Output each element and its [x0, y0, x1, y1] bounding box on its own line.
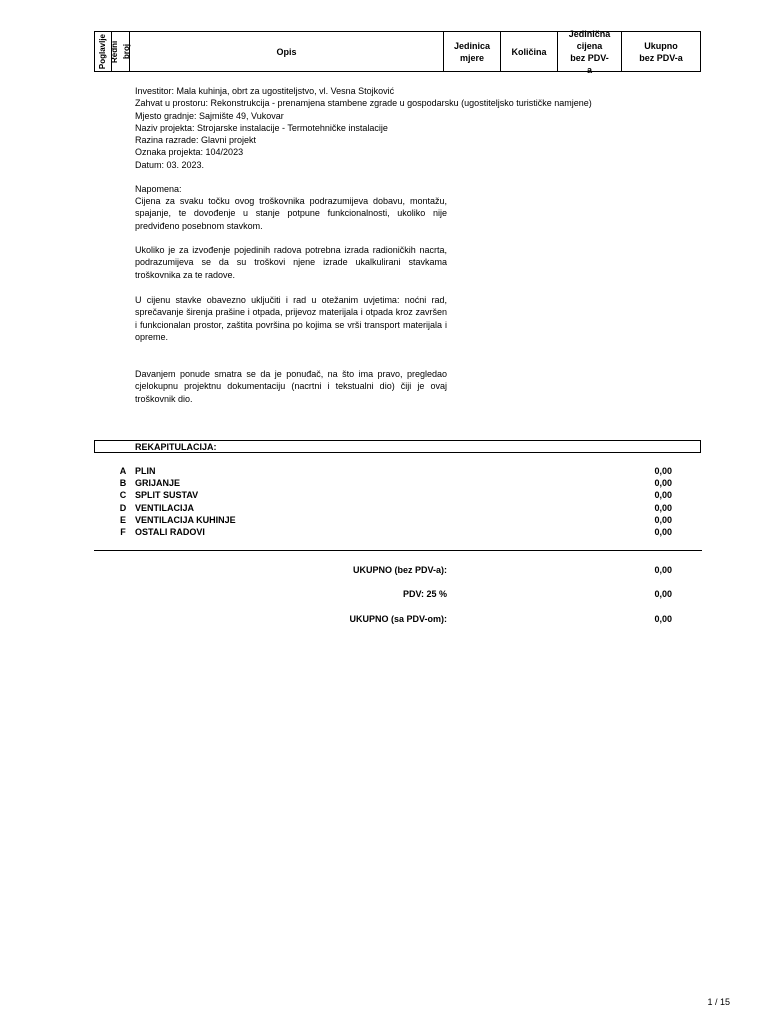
naziv-line: Naziv projekta: Strojarske instalacije - Termotehničke instalacije: [135, 122, 388, 133]
total-with-vat-row: [94, 613, 701, 625]
total-without-vat-label: UKUPNO (bez PDV-a):: [352, 565, 447, 575]
column-jedinicna-cijena: [558, 28, 622, 75]
rekapitulacija-header: [94, 440, 701, 453]
divider-line: [94, 550, 702, 551]
rekapitulacija-row: [94, 502, 701, 514]
datum-line: Datum: 03. 2023.: [135, 159, 205, 170]
row-letter: A: [119, 466, 127, 476]
total-without-vat-value: 0,00: [654, 565, 672, 575]
row-value: 0,00: [654, 527, 672, 537]
total-without-vat-row: [94, 564, 701, 576]
column-ukupno-label: Ukupno bez PDV-a: [639, 40, 683, 63]
column-jedinicna-cijena-label: Jedinična cijena bez PDV-a: [568, 28, 611, 75]
column-kolicina: [501, 32, 558, 71]
rekapitulacija-row: [94, 477, 701, 489]
column-jedinica-mjere: [444, 32, 501, 71]
row-name: VENTILACIJA KUHINJE: [135, 514, 236, 525]
row-letter: E: [119, 514, 126, 525]
row-letter: D: [119, 502, 127, 513]
rekapitulacija-row: [94, 489, 701, 501]
rekapitulacija-row: [94, 526, 701, 538]
column-kolicina-label: Količina: [511, 46, 547, 57]
column-poglavlje-label: Poglavlje: [98, 33, 107, 70]
row-letter: C: [119, 490, 127, 501]
note-paragraph-2: Ukoliko je za izvođenje pojedinih radova potrebna izrada radioničkih nacrta, podrazumijeva se da su troškovi njene izrade ukalkulirani stavkama troškovnika za te radove.: [135, 245, 447, 280]
column-opis-label: Opis: [276, 46, 297, 57]
column-ukupno: [622, 32, 700, 71]
page-number: 1 / 15: [707, 997, 730, 1007]
total-with-vat-value: 0,00: [654, 614, 672, 624]
oznaka-line: Oznaka projekta: 104/2023: [135, 147, 244, 158]
row-letter: B: [119, 478, 127, 489]
column-opis: [130, 32, 444, 71]
notes-title: Napomena:: [135, 184, 182, 194]
project-info: [135, 85, 592, 171]
row-name: SPLIT SUSTAV: [135, 490, 199, 501]
row-name: PLIN: [135, 466, 156, 476]
column-redni-broj: [109, 32, 131, 71]
row-value: 0,00: [654, 466, 672, 476]
vat-row: [94, 588, 701, 600]
rekapitulacija-row: [94, 465, 701, 477]
note-paragraph-3: U cijenu stavke obavezno uključiti i rad u otežanim uvjetima: noćni rad, sprečavanje širenja prašine i otpada, prijevoz materijala i otpada kroz završen i funkcionalan prostor, zaštita površina po kojima se vrši transport materijala i opreme.: [135, 295, 447, 343]
row-value: 0,00: [654, 478, 672, 489]
zahvat-line: Zahvat u prostoru: Rekonstrukcija - prenamjena stambene zgrade u gospodarsku (ugostiteljsko turističke namjene): [135, 98, 592, 109]
investitor-line: Investitor: Mala kuhinja, obrt za ugostiteljstvo, vl. Vesna Stojković: [135, 86, 395, 96]
table-header: [94, 28, 701, 75]
column-jedinica-mjere-label: Jedinica mjere: [453, 40, 491, 63]
mjesto-line: Mjesto gradnje: Sajmište 49, Vukovar: [135, 110, 284, 121]
row-value: 0,00: [654, 502, 672, 513]
razina-line: Razina razrade: Glavni projekt: [135, 135, 257, 146]
note-paragraph-1: Cijena za svaku točku ovog troškovnika podrazumijeva dobavu, montažu, spajanje, te dovođenje u stanje potpune funkcionalnosti, ukoliko nije predviđeno posebnom stavkom.: [135, 196, 447, 231]
row-name: GRIJANJE: [135, 478, 181, 489]
row-value: 0,00: [654, 514, 672, 525]
row-value: 0,00: [654, 490, 672, 501]
rekapitulacija-title: REKAPITULACIJA:: [135, 442, 217, 452]
row-letter: F: [120, 527, 126, 537]
vat-value: 0,00: [654, 589, 672, 599]
total-with-vat-label: UKUPNO (sa PDV-om):: [349, 614, 447, 624]
note-paragraph-4: Davanjem ponude smatra se da je ponuđač, na što ima pravo, pregledao cjelokupnu projektnu dokumentaciju (nacrtni i tekstualni dio) čiji je ovaj troškovnik dio.: [135, 369, 447, 404]
rekapitulacija-row: [94, 514, 701, 526]
vat-label: PDV: 25 %: [402, 589, 447, 599]
column-redni-broj-label: Redni broj: [109, 40, 131, 63]
row-name: OSTALI RADOVI: [135, 527, 205, 537]
row-name: VENTILACIJA: [135, 502, 195, 513]
